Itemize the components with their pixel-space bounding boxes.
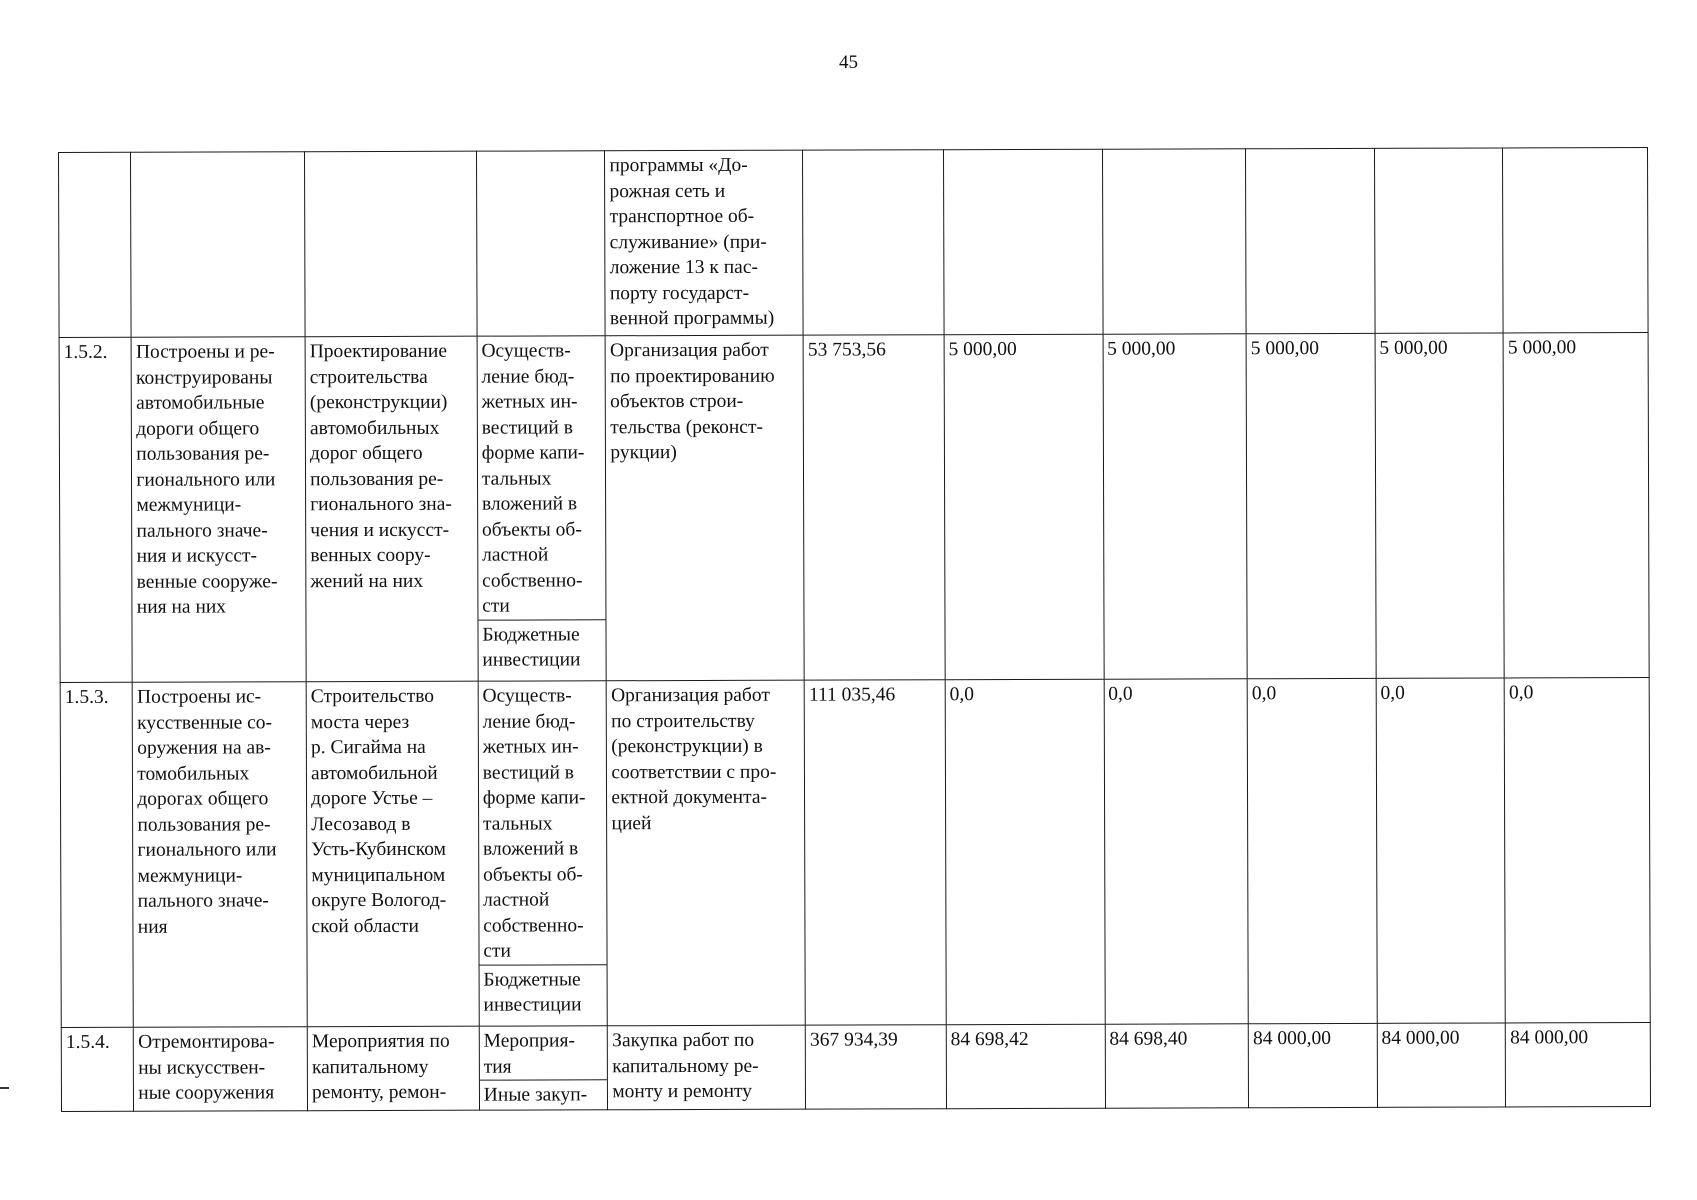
value-cell: 0,0 xyxy=(1504,678,1650,1023)
value-cell xyxy=(943,149,1102,334)
value-cell: 84 000,00 xyxy=(1377,1023,1506,1107)
value-cell: 84 698,42 xyxy=(946,1024,1105,1108)
value-total-cell xyxy=(803,150,944,335)
row-number-cell xyxy=(59,152,132,337)
result-cell: Построены и ре- конструированы автомобильные дороги общего пользования ре- гионального или межмуници- пального значе- ния и искусст- венные сооруже- ния на них xyxy=(131,337,306,683)
value-cell xyxy=(1503,148,1648,333)
table-row xyxy=(59,148,1649,338)
direction-main-text: Осуществ- ление бюд- жетных ин- вестиций в форме капи- тальных вложений в объекты об- ластной собственно- сти xyxy=(482,685,586,962)
value-total-cell: 367 934,39 xyxy=(805,1025,946,1109)
value-cell: 5 000,00 xyxy=(1375,333,1505,678)
direction-sub-text: Бюджетные инвестиции xyxy=(479,964,607,1018)
description-cell: Организация работ по проектированию объектов строи- тельства (реконст- рукции) xyxy=(605,335,804,681)
value-cell: 5 000,00 xyxy=(944,334,1104,679)
direction-cell xyxy=(478,681,608,1026)
value-cell: 0,0 xyxy=(945,679,1105,1024)
direction-sub-text: Иные закуп- xyxy=(480,1079,608,1108)
row-number-cell: 1.5.2. xyxy=(59,337,132,682)
value-cell: 5 000,00 xyxy=(1246,333,1376,678)
result-cell xyxy=(131,152,305,338)
value-total-cell: 111 035,46 xyxy=(804,680,946,1025)
direction-cell xyxy=(479,1026,608,1110)
measure-cell: Мероприятия по капитальному ремонту, ремон- xyxy=(307,1026,479,1111)
direction-main-text: Осуществ- ление бюд- жетных ин- вестиций в форме капи- тальных вложений в объекты об- ластной собственно- сти xyxy=(481,340,585,617)
description-cell: Закупка работ по капитальному ре- монту и ремонту xyxy=(608,1025,806,1110)
value-cell: 0,0 xyxy=(1104,679,1249,1024)
value-cell: 84 698,40 xyxy=(1105,1024,1249,1108)
value-cell: 84 000,00 xyxy=(1506,1023,1651,1107)
value-cell xyxy=(1102,149,1246,334)
measure-cell: Проектирование строительства (реконструкции) автомобильных дорог общего пользования ре- гионального зна- чения и искусст- венных соору- жений на них xyxy=(305,336,478,682)
table-row xyxy=(59,333,1649,683)
value-cell xyxy=(1246,148,1375,333)
margin-mark xyxy=(0,1087,9,1089)
description-cell: программы «До- рожная сеть и транспортное об- служивание» (при- ложение 13 к пас- порту государст- венной программы) xyxy=(605,150,803,336)
program-table xyxy=(58,147,1651,1112)
row-number-cell: 1.5.3. xyxy=(60,682,133,1027)
measure-cell xyxy=(305,151,477,337)
page-number: 45 xyxy=(839,52,858,73)
direction-cell xyxy=(476,151,605,336)
direction-cell xyxy=(477,336,607,681)
value-cell: 5 000,00 xyxy=(1103,334,1248,679)
direction-sub-text: Бюджетные инвестиции xyxy=(478,619,606,673)
row-number-cell: 1.5.4. xyxy=(61,1027,134,1111)
value-cell: 5 000,00 xyxy=(1503,333,1649,678)
table-row xyxy=(61,1023,1650,1112)
result-cell: Отремонтирова- ны искусствен- ные сооружения xyxy=(134,1027,308,1112)
description-cell: Организация работ по строительству (реконструкции) в соответствии с про- ектной документа- цией xyxy=(607,680,806,1026)
value-cell: 0,0 xyxy=(1376,678,1506,1023)
table-row xyxy=(60,678,1650,1028)
result-cell: Построены ис- кусственные со- оружения на ав- томобильных дорогах общего пользования ре- гионального или межмуници- пального значе- ния xyxy=(132,682,307,1028)
value-cell: 0,0 xyxy=(1247,678,1377,1023)
value-cell: 84 000,00 xyxy=(1248,1023,1377,1107)
direction-main-text: Мероприя- тия xyxy=(483,1030,575,1078)
measure-cell: Строительство моста через р. Сигайма на автомобильной дороге Устье – Лесозавод в Усть-Кубинском муниципальном округе Вологод- ской области xyxy=(306,681,479,1027)
value-total-cell: 53 753,56 xyxy=(803,335,945,680)
value-cell xyxy=(1374,148,1503,333)
